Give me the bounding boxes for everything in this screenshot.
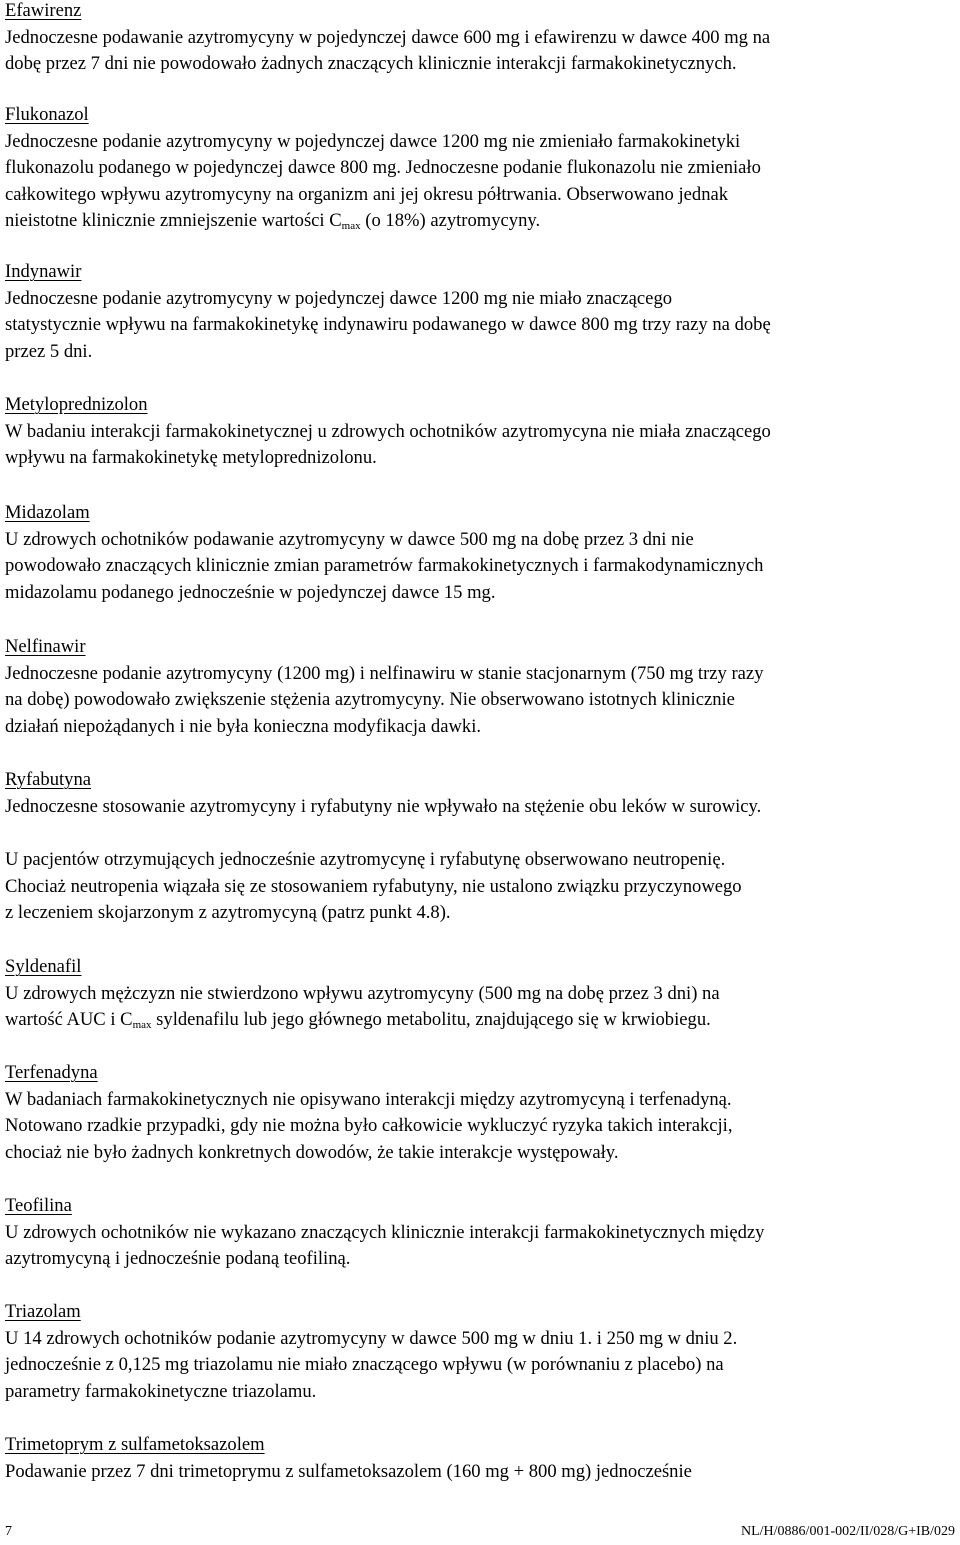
section-heading: Indynawir — [5, 261, 82, 282]
section-paragraph — [5, 129, 761, 240]
text-line: statystycznie wpływu na farmakokinetykę indynawiru podawanego w dawce 800 mg trzy razy na dobę — [5, 314, 771, 335]
text-line: midazolamu podanego jednocześnie w pojedynczej dawce 15 mg. — [5, 581, 496, 603]
section-heading: Flukonazol — [5, 104, 89, 125]
section-heading: Midazolam — [5, 502, 90, 523]
text-line: Jednoczesne podawanie azytromycyny w pojedynczej dawce 600 mg i efawirenzu w dawce 400 mg na — [5, 26, 771, 48]
section-paragraph — [5, 794, 761, 821]
section-syldenafil — [5, 954, 720, 1039]
text-line: U zdrowych ochotników nie wykazano znaczących klinicznie interakcji farmakokinetycznych między — [5, 1221, 765, 1243]
section-heading: Nelfinawir — [5, 636, 86, 657]
section-paragraph — [5, 25, 770, 78]
cmax-text-before: wartość AUC i C — [5, 1009, 133, 1030]
section-paragraph — [5, 527, 763, 607]
section-metyloprednizolon — [5, 392, 771, 472]
section-paragraph — [5, 847, 761, 927]
text-line: W badaniu interakcji farmakokinetycznej u zdrowych ochotników azytromycyna nie miała znaczącego — [5, 420, 771, 442]
text-line: na dobę) powodowało zwiększenie stężenia azytromycyny. Nie obserwowano istotnych klinicznie — [5, 689, 735, 710]
section-paragraph — [5, 981, 720, 1039]
section-teofilina — [5, 1193, 764, 1273]
section-efawirenz — [5, 0, 770, 78]
section-midazolam — [5, 500, 763, 606]
section-paragraph — [5, 1087, 732, 1167]
document-code: NL/H/0886/001-002/II/028/G+IB/029 — [741, 1524, 955, 1539]
text-line: wpływu na farmakokinetykę metyloprednizolonu. — [5, 447, 377, 468]
text-line: Jednoczesne podanie azytromycyny (1200 mg) i nelfinawiru w stanie stacjonarnym (750 mg trzy razy — [5, 662, 764, 684]
text-line: Jednoczesne stosowanie azytromycyny i ryfabutyny nie wpływało na stężenie obu leków w surowicy. — [5, 795, 762, 817]
cmax-text-after: syldenafilu lub jego głównego metabolitu, znajdującego się w krwiobiegu. — [151, 1009, 711, 1030]
cmax-text-before: nieistotne klinicznie zmniejszenie wartości C — [5, 210, 342, 231]
cmax-subscript: max — [132, 1019, 152, 1031]
section-heading: Metyloprednizolon — [5, 394, 148, 415]
section-trimetoprym — [5, 1432, 692, 1485]
section-paragraph — [5, 1220, 764, 1273]
section-heading: Trimetoprym z sulfametoksazolem — [5, 1434, 265, 1455]
text-line: przez 5 dni. — [5, 340, 93, 362]
cmax-line — [5, 1007, 720, 1039]
section-terfenadyna — [5, 1060, 732, 1166]
text-line: powodowało znaczących klinicznie zmian parametrów farmakokinetycznych i farmakodynamicznych — [5, 555, 764, 576]
section-paragraph — [5, 661, 764, 741]
text-line: parametry farmakokinetyczne triazolamu. — [5, 1380, 317, 1402]
text-line: jednocześnie z 0,125 mg triazolamu nie miało znaczącego wpływu (w porównaniu z placebo) na — [5, 1354, 724, 1375]
section-heading: Triazolam — [5, 1301, 81, 1322]
section-paragraph — [5, 419, 771, 472]
section-paragraph — [5, 1459, 692, 1486]
text-line: dobę przez 7 dni nie powodowało żadnych znaczących klinicznie interakcji farmakokinetycznych. — [5, 53, 737, 74]
section-heading: Ryfabutyna — [5, 769, 92, 790]
text-line: chociaż nie było żadnych konkretnych dowodów, że takie interakcje występowały. — [5, 1141, 619, 1163]
text-line: azytromycyną i jednocześnie podaną teofiliną. — [5, 1248, 351, 1269]
text-line: Jednoczesne podanie azytromycyny w pojedynczej dawce 1200 mg nie miało znaczącego — [5, 287, 673, 309]
text-line: flukonazolu podanego w pojedynczej dawce 800 mg. Jednoczesne podanie flukonazolu nie zmieniało — [5, 157, 761, 178]
text-line: W badaniach farmakokinetycznych nie opisywano interakcji między azytromycyną i terfenadyną. — [5, 1088, 732, 1110]
text-line: U pacjentów otrzymujących jednocześnie azytromycynę i ryfabutynę obserwowano neutropenię. — [5, 849, 726, 870]
text-line: Podawanie przez 7 dni trimetoprymu z sulfametoksazolem (160 mg + 800 mg) jednocześnie — [5, 1460, 692, 1482]
section-flukonazol — [5, 102, 761, 240]
text-line: Jednoczesne podanie azytromycyny w pojedynczej dawce 1200 mg nie zmieniało farmakokinetyki — [5, 130, 741, 152]
cmax-line — [5, 208, 761, 240]
section-nelfinawir — [5, 634, 764, 740]
section-ryfabutyna — [5, 767, 761, 927]
text-line: z leczeniem skojarzonym z azytromycyną (patrz punkt 4.8). — [5, 902, 451, 923]
section-heading: Terfenadyna — [5, 1062, 98, 1083]
text-line: działań niepożądanych i nie była konieczna modyfikacja dawki. — [5, 715, 482, 737]
section-heading: Syldenafil — [5, 956, 82, 977]
cmax-subscript: max — [341, 220, 361, 232]
cmax-text-after: (o 18%) azytromycyny. — [360, 210, 541, 231]
text-line: U zdrowych ochotników podawanie azytromycyny w dawce 500 mg na dobę przez 3 dni nie — [5, 528, 694, 550]
text-line: U 14 zdrowych ochotników podanie azytromycyny w dawce 500 mg w dniu 1. i 250 mg w dniu 2. — [5, 1327, 738, 1349]
text-line: Chociaż neutropenia wiązała się ze stosowaniem ryfabutyny, nie ustalono związku przyczynowego — [5, 875, 742, 897]
page-number: 7 — [5, 1524, 12, 1539]
section-heading: Efawirenz — [5, 0, 82, 21]
section-heading: Teofilina — [5, 1195, 72, 1216]
text-line: całkowitego wpływu azytromycyny na organizm ani jej okresu półtrwania. Obserwowano jednak — [5, 183, 729, 205]
section-paragraph — [5, 286, 771, 366]
text-line: Notowano rzadkie przypadki, gdy nie można było całkowicie wykluczyć ryzyka takich interakcji, — [5, 1115, 733, 1136]
section-paragraph — [5, 1326, 737, 1406]
section-triazolam — [5, 1299, 737, 1405]
section-indynawir — [5, 259, 771, 365]
text-line: U zdrowych mężczyzn nie stwierdzono wpływu azytromycyny (500 mg na dobę przez 3 dni) na — [5, 982, 720, 1004]
